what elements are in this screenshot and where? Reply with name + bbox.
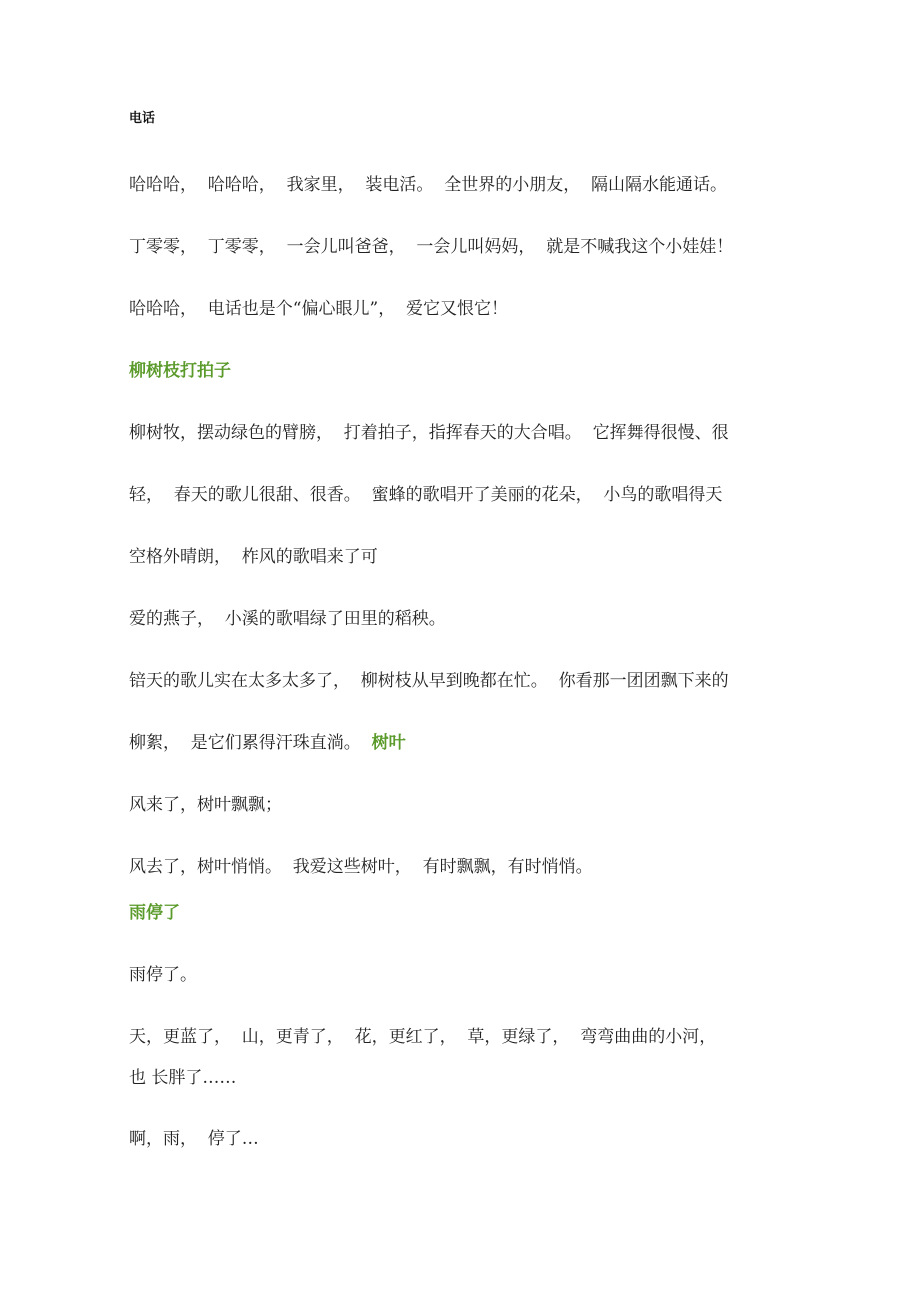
poem-line: 风去了，树叶悄悄。 我爱这些树叶， 有时飘飘，有时悄悄。 [129,857,593,877]
poem-line: 也 长胖了…… [129,1068,237,1088]
poem-line: 空格外晴朗， 柞风的歌唱来了可 [129,547,378,567]
poem-line: 丁零零， 丁零零， 一会儿叫爸爸， 一会儿叫妈妈， 就是不喊我这个小娃娃！ [129,237,734,257]
poem-title-leaves: 树叶 [371,733,406,753]
poem-line: 爱的燕子， 小溪的歌唱绿了田里的稻秧。 [129,609,446,629]
poem-line: 啊，雨， 停了… [129,1129,259,1149]
poem-line-with-title [129,732,406,754]
poem-line: 天，更蓝了， 山，更青了， 花，更红了， 草，更绿了， 弯弯曲曲的小河， [129,1027,717,1047]
poem-line: 柳絮， 是它们累得汗珠直淌。 [129,733,361,753]
poem-line: 柳树牧，摆动绿色的臂膀， 打着拍子，指挥春天的大合唱。 它挥舞得很慢、很 [129,423,729,443]
poem-line: 轻， 春天的歌儿很甜、很香。 蜜蜂的歌唱开了美丽的花朵， 小鸟的歌唱得天 [129,485,723,505]
poem-line: 哈哈哈， 哈哈哈， 我家里， 装电活。 全世界的小朋友， 隔山隔水能通话。 [129,175,728,195]
poem-title-phone: 电话 [129,111,156,126]
poem-title-rain-stopped: 雨停了 [129,903,180,923]
poem-line: 锫天的歌儿实在太多太多了， 柳树枝从早到晚都在忙。 你看那一团团飘下来的 [129,671,729,691]
poem-line: 风来了，树叶飘飘； [129,795,282,815]
poem-title-willow: 柳树枝打拍子 [129,361,231,381]
poem-line: 雨停了。 [129,965,197,985]
poem-line: 哈哈哈， 电话也是个“偏心眼儿”， 爱它又恨它！ [129,299,508,319]
